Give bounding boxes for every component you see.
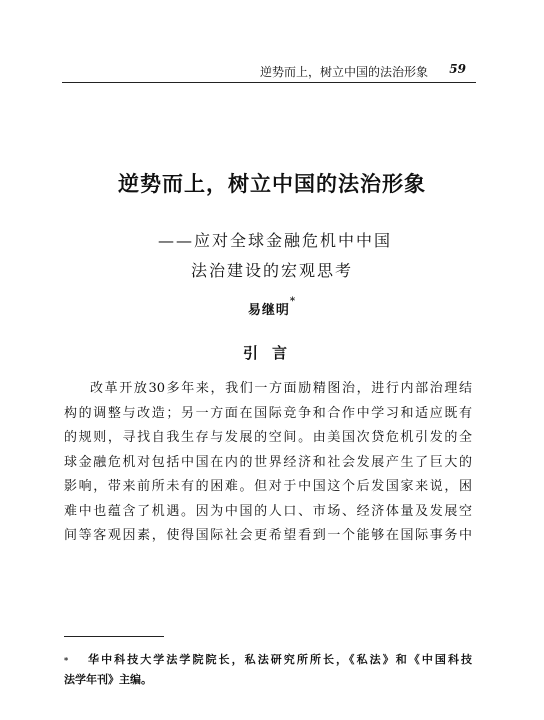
body-line: 难中也蕴含了机遇。因为中国的人口、市场、经济体量及发展空	[64, 503, 472, 519]
article-title: 逆势而上，树立中国的法治形象	[118, 171, 426, 196]
body-line: 球金融危机对包括中国在内的世界经济和社会发展产生了巨大的	[64, 454, 472, 470]
footnote-line-1	[64, 650, 472, 670]
author-byline	[0, 296, 544, 318]
footnote-line-2: 法学年刊》主编。	[64, 673, 152, 686]
page-number: 59	[449, 62, 466, 76]
author-footnote-mark: *	[289, 296, 297, 307]
running-header-title: 逆势而上，树立中国的法治形象	[259, 65, 428, 79]
footnote-text-1: 华中科技大学法学院院长，私法研究所所长，《私法》和《中国科技	[86, 653, 472, 666]
footnote-mark: *	[64, 655, 69, 665]
body-paragraph	[64, 377, 472, 549]
footnote-divider	[64, 636, 164, 637]
section-heading: 引言	[242, 344, 301, 362]
body-line: 构的调整与改造；另一方面在国际竞争和合作中学习和适应既有	[64, 405, 472, 421]
body-line: 改革开放30多年来，我们一方面励精图治，进行内部治理结	[90, 381, 472, 396]
body-line: 间等客观因素，使得国际社会更希望看到一个能够在国际事务中	[64, 528, 472, 543]
footnote	[64, 650, 472, 690]
article-subtitle-line-2: 法治建设的宏观思考	[190, 261, 353, 280]
author-name: 易继明	[247, 303, 290, 318]
body-line: 影响，带来前所未有的困难。但对于中国这个后发国家来说，困	[64, 479, 472, 494]
article-subtitle-line-1: ——应对全球金融危机中中国	[157, 231, 392, 250]
body-line: 的规则，寻找自我生存与发展的空间。由美国次贷危机引发的全	[64, 430, 472, 445]
running-header	[62, 60, 476, 83]
